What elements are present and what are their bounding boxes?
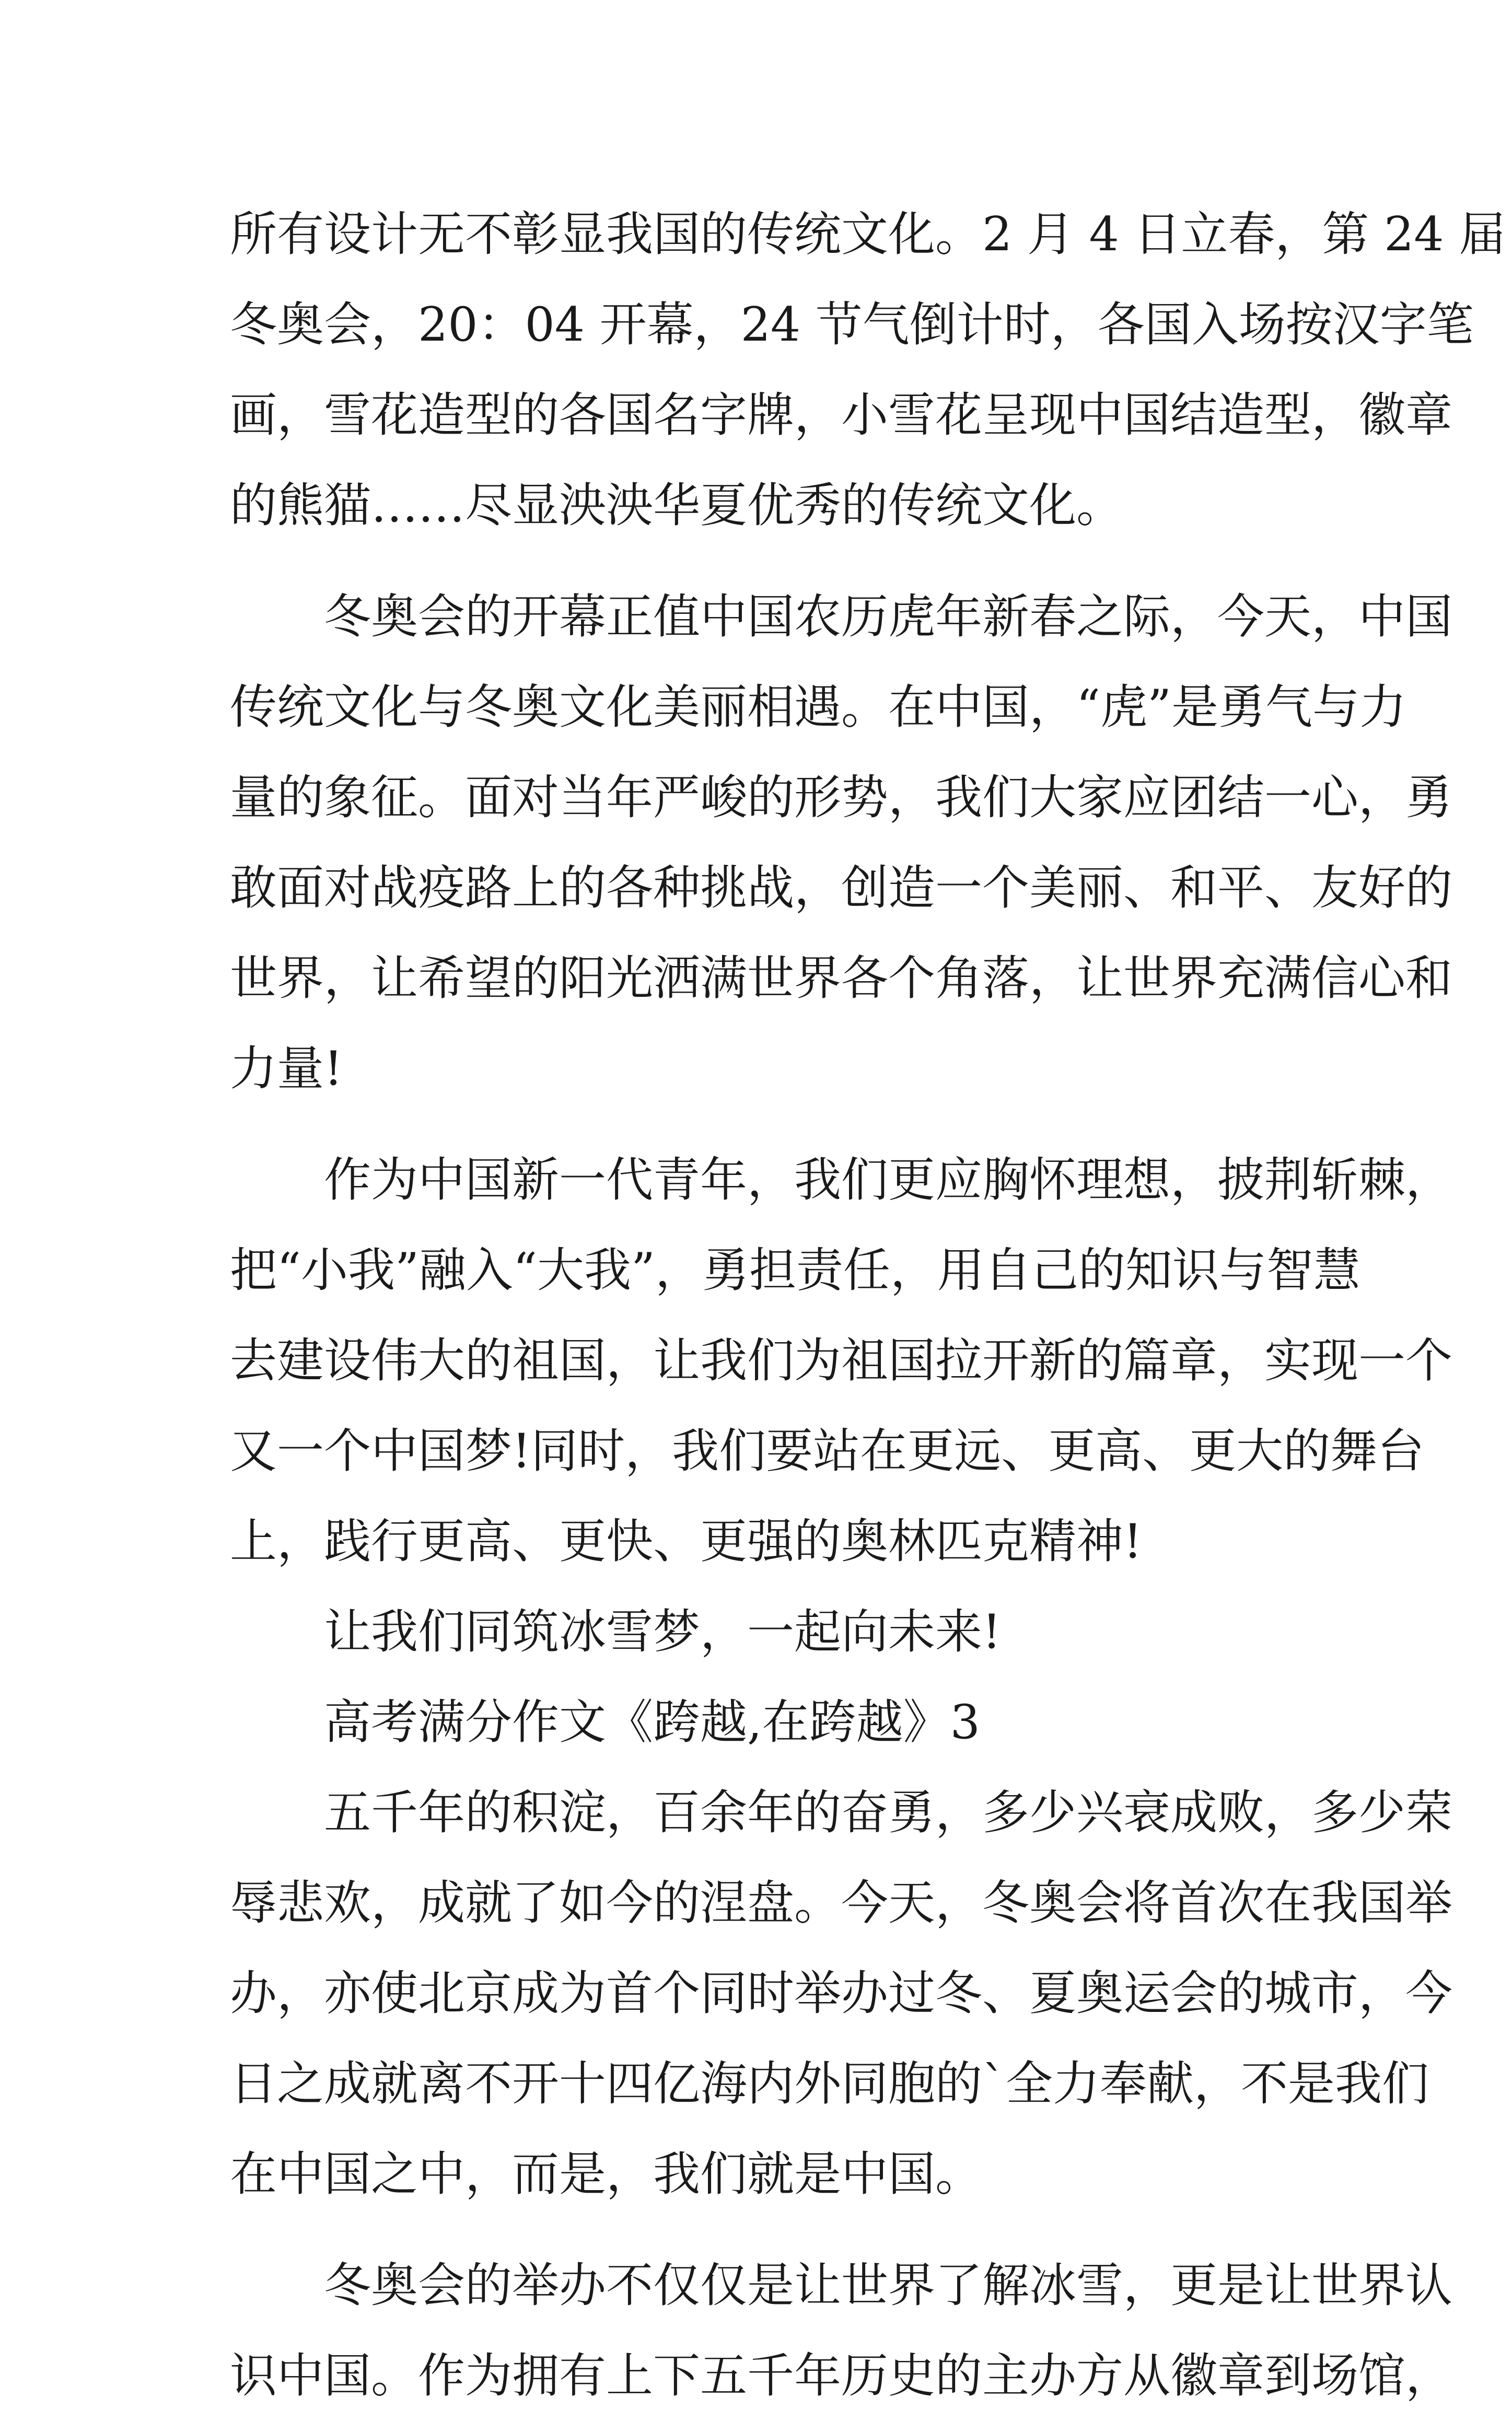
text-line: 冬奥会的举办不仅仅是让世界了解冰雪，更是让世界认 xyxy=(230,2258,1452,2313)
paragraph-gap xyxy=(230,2219,1290,2240)
text-line: 冬奥会，20：04 开幕，24 节气倒计时，各国入场按汉字笔 xyxy=(230,297,1474,352)
text-line: 识中国。作为拥有上下五千年历史的主办方从徽章到场馆， xyxy=(230,2348,1452,2403)
text-line: 又一个中国梦!同时，我们要站在更远、更高、更大的舞台 xyxy=(230,1424,1425,1479)
text-line: 的熊猫……尽显泱泱华夏优秀的传统文化。 xyxy=(230,478,1123,533)
text-line: 日之成就离不开十四亿海内外同胞的`全力奉献，不是我们 xyxy=(230,2056,1429,2111)
paragraph-gap xyxy=(230,1114,1290,1135)
text-line: 力量! xyxy=(230,1041,343,1096)
text-line: 办，亦使北京成为首个同时举办过冬、夏奥运会的城市，今 xyxy=(230,1966,1452,2021)
text-line: 上，践行更高、更快、更强的奥林匹克精神! xyxy=(230,1514,1143,1569)
text-line: 让我们同筑冰雪梦，一起向未来! xyxy=(230,1604,1002,1659)
text-line: 去建设伟大的祖国，让我们为祖国拉开新的篇章，实现一个 xyxy=(230,1333,1452,1388)
text-line: 高考满分作文《跨越,在跨越》3 xyxy=(230,1695,980,1750)
text-line: 辱悲欢，成就了如今的涅盘。今天，冬奥会将首次在我国举 xyxy=(230,1876,1452,1930)
paragraph-gap xyxy=(230,551,1290,572)
text-line: 作为中国新一代青年，我们更应胸怀理想，披荆斩棘， xyxy=(230,1153,1452,1207)
text-line: 五千年的积淀，百余年的奋勇，多少兴衰成败，多少荣 xyxy=(230,1785,1452,1840)
text-line: 敢面对战疫路上的各种挑战，创造一个美丽、和平、友好的 xyxy=(230,860,1452,915)
text-line: 世界，让希望的阳光洒满世界各个角落，让世界充满信心和 xyxy=(230,951,1452,1006)
document-body xyxy=(230,189,1506,2421)
text-line: 量的象征。面对当年严峻的形势，我们大家应团结一心，勇 xyxy=(230,770,1452,825)
text-line: 冬奥会的开幕正值中国农历虎年新春之际，今天，中国 xyxy=(230,589,1452,644)
text-line: 画，雪花造型的各国名字牌，小雪花呈现中国结造型，徽章 xyxy=(230,388,1452,443)
text-line: 把“小我”融入“大我”，勇担责任，用自己的知识与智慧 xyxy=(230,1243,1361,1298)
text-line: 所有设计无不彰显我国的传统文化。2 月 4 日立春，第 24 届 xyxy=(230,207,1506,262)
text-line: 在中国之中，而是，我们就是中国。 xyxy=(230,2147,982,2202)
text-line: 传统文化与冬奥文化美丽相遇。在中国，“虎”是勇气与力 xyxy=(230,680,1407,735)
